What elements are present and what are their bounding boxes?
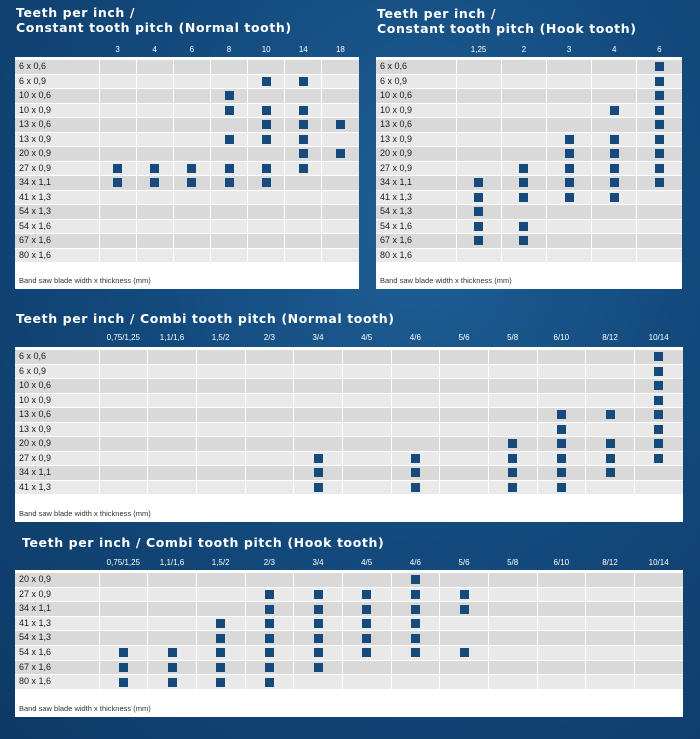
suitability-mark <box>411 648 420 657</box>
column-divider <box>537 347 538 495</box>
column-divider <box>147 570 148 690</box>
suitability-mark <box>216 619 225 628</box>
table-row <box>15 234 359 248</box>
suitability-mark <box>265 678 274 687</box>
column-divider <box>99 570 100 690</box>
suitability-mark <box>168 648 177 657</box>
suitability-mark <box>119 663 128 672</box>
suitability-mark <box>362 634 371 643</box>
table-row <box>15 89 359 103</box>
suitability-mark <box>655 106 664 115</box>
suitability-mark <box>150 164 159 173</box>
suitability-mark <box>336 120 345 129</box>
suitability-mark <box>508 468 517 477</box>
suitability-mark <box>610 149 619 158</box>
row-label: 20 x 0,9 <box>19 574 52 584</box>
column-header: 5/8 <box>507 558 519 567</box>
column-header: 6/10 <box>553 558 570 567</box>
table-title-line: Constant tooth pitch (Hook tooth) <box>377 21 637 36</box>
table-panel <box>376 57 682 289</box>
suitability-mark <box>168 678 177 687</box>
suitability-mark <box>508 439 517 448</box>
suitability-mark <box>314 590 323 599</box>
table-row <box>15 220 359 234</box>
row-label: 80 x 1,6 <box>19 249 52 260</box>
suitability-mark <box>474 178 483 187</box>
suitability-mark <box>654 396 663 405</box>
column-header: 6 <box>189 45 195 54</box>
column-divider <box>99 347 100 495</box>
column-header: 1,5/2 <box>211 333 230 342</box>
table-title <box>16 311 395 326</box>
row-label: 10 x 0,6 <box>19 380 52 390</box>
suitability-mark <box>216 663 225 672</box>
column-header: 3/4 <box>312 558 324 567</box>
suitability-mark <box>262 164 271 173</box>
column-divider <box>321 57 322 263</box>
column-divider <box>591 57 592 263</box>
row-label: 27 x 0,9 <box>19 162 52 173</box>
table-row <box>15 466 683 480</box>
column-header: 5/6 <box>458 333 470 342</box>
row-label: 6 x 0,6 <box>19 61 47 71</box>
column-divider <box>136 57 137 263</box>
column-header: 8/12 <box>602 333 618 342</box>
suitability-mark <box>265 634 274 643</box>
table-row <box>15 394 683 408</box>
row-label: 20 x 0,9 <box>19 438 52 448</box>
row-label: 13 x 0,9 <box>19 423 52 434</box>
column-divider <box>683 570 684 690</box>
row-label: 41 x 1,3 <box>19 191 52 202</box>
suitability-mark <box>314 619 323 628</box>
suitability-mark <box>411 483 420 492</box>
suitability-mark <box>411 605 420 614</box>
suitability-mark <box>460 648 469 657</box>
column-divider <box>634 570 635 690</box>
suitability-mark <box>299 135 308 144</box>
table-row <box>15 249 359 263</box>
suitability-mark <box>474 236 483 245</box>
table-panel <box>15 570 683 717</box>
column-header: 1,5/2 <box>211 558 230 567</box>
suitability-mark <box>519 222 528 231</box>
row-label: 80 x 1,6 <box>380 249 413 260</box>
suitability-mark <box>187 178 196 187</box>
table-title-line: Constant tooth pitch (Normal tooth) <box>16 20 292 35</box>
suitability-mark <box>474 222 483 231</box>
suitability-mark <box>225 91 234 100</box>
suitability-mark <box>265 605 274 614</box>
suitability-mark <box>519 236 528 245</box>
row-label: 20 x 0,9 <box>19 148 52 158</box>
column-header: 3 <box>566 45 572 54</box>
column-header: 4/5 <box>361 333 373 342</box>
column-divider <box>247 57 248 263</box>
suitability-mark <box>654 425 663 434</box>
table-row <box>15 661 683 675</box>
suitability-mark <box>508 483 517 492</box>
column-divider <box>196 347 197 495</box>
suitability-mark <box>474 193 483 202</box>
row-label: 67 x 1,6 <box>19 661 52 672</box>
column-header: 4/6 <box>409 333 421 342</box>
suitability-mark <box>225 135 234 144</box>
suitability-mark <box>654 454 663 463</box>
suitability-mark <box>119 648 128 657</box>
suitability-mark <box>262 106 271 115</box>
column-header: 3/4 <box>312 333 324 342</box>
table-footer-note: Band saw blade width x thickness (mm) <box>19 704 151 713</box>
table-row <box>15 205 359 219</box>
suitability-mark <box>508 454 517 463</box>
suitability-mark <box>362 605 371 614</box>
suitability-mark <box>655 91 664 100</box>
suitability-mark <box>557 483 566 492</box>
column-divider <box>293 570 294 690</box>
row-label: 34 x 1,1 <box>19 467 52 477</box>
suitability-mark <box>314 663 323 672</box>
table-footer-note: Band saw blade width x thickness (mm) <box>19 276 151 285</box>
suitability-mark <box>519 193 528 202</box>
suitability-mark <box>314 454 323 463</box>
table-row <box>15 573 683 587</box>
column-divider <box>682 57 683 263</box>
suitability-mark <box>655 178 664 187</box>
table-panel <box>15 57 359 289</box>
column-divider <box>391 347 392 495</box>
suitability-mark <box>655 164 664 173</box>
table-row <box>15 350 683 364</box>
suitability-mark <box>655 120 664 129</box>
column-header: 4 <box>611 45 617 54</box>
column-divider <box>501 57 502 263</box>
column-divider <box>359 57 360 263</box>
table-footer-note: Band saw blade width x thickness (mm) <box>380 276 512 285</box>
column-header: 2 <box>521 45 527 54</box>
column-divider <box>537 570 538 690</box>
suitability-mark <box>299 120 308 129</box>
column-header: 4/6 <box>409 558 421 567</box>
table-title-line: Teeth per inch / <box>16 5 135 20</box>
column-header: 10 <box>261 45 271 54</box>
suitability-mark <box>216 648 225 657</box>
suitability-mark <box>265 663 274 672</box>
suitability-mark <box>606 468 615 477</box>
suitability-mark <box>565 193 574 202</box>
suitability-mark <box>610 106 619 115</box>
row-label: 10 x 0,9 <box>19 394 52 405</box>
row-label: 80 x 1,6 <box>19 676 52 687</box>
row-label: 10 x 0,9 <box>380 104 413 115</box>
column-divider <box>391 570 392 690</box>
column-divider <box>245 347 246 495</box>
column-divider <box>293 347 294 495</box>
row-label: 6 x 0,9 <box>19 75 47 86</box>
suitability-mark <box>610 135 619 144</box>
suitability-mark <box>411 468 420 477</box>
suitability-mark <box>314 483 323 492</box>
column-header: 1,25 <box>470 45 487 54</box>
suitability-mark <box>557 468 566 477</box>
column-divider <box>634 347 635 495</box>
table-row <box>15 452 683 466</box>
row-label: 34 x 1,1 <box>19 603 52 614</box>
row-label: 54 x 1,6 <box>19 220 52 231</box>
row-label: 34 x 1,1 <box>380 177 413 187</box>
suitability-mark <box>655 77 664 86</box>
suitability-mark <box>610 164 619 173</box>
suitability-mark <box>225 178 234 187</box>
column-divider <box>636 57 637 263</box>
suitability-mark <box>655 62 664 71</box>
suitability-mark <box>265 619 274 628</box>
suitability-mark <box>565 135 574 144</box>
column-header: 0,75/1,25 <box>106 558 141 567</box>
column-header: 2/3 <box>263 333 275 342</box>
suitability-mark <box>362 590 371 599</box>
suitability-mark <box>119 678 128 687</box>
suitability-mark <box>265 590 274 599</box>
suitability-mark <box>262 178 271 187</box>
column-divider <box>342 570 343 690</box>
table-row <box>15 423 683 437</box>
table-row <box>15 437 683 451</box>
column-divider <box>173 57 174 263</box>
suitability-mark <box>299 77 308 86</box>
column-divider <box>99 57 100 263</box>
table-row <box>15 675 683 689</box>
suitability-mark <box>168 663 177 672</box>
row-label: 13 x 0,6 <box>19 409 52 419</box>
suitability-mark <box>565 149 574 158</box>
column-divider <box>284 57 285 263</box>
row-label: 54 x 1,6 <box>380 220 413 231</box>
suitability-mark <box>216 634 225 643</box>
suitability-mark <box>225 164 234 173</box>
suitability-mark <box>654 439 663 448</box>
table-row <box>15 408 683 422</box>
suitability-mark <box>654 367 663 376</box>
suitability-mark <box>150 178 159 187</box>
suitability-mark <box>610 193 619 202</box>
column-divider <box>147 347 148 495</box>
table-row <box>15 191 359 205</box>
column-header: 2/3 <box>263 558 275 567</box>
suitability-mark <box>654 381 663 390</box>
suitability-mark <box>314 605 323 614</box>
row-label: 13 x 0,6 <box>380 119 413 129</box>
column-header: 5/8 <box>507 333 519 342</box>
suitability-mark <box>113 164 122 173</box>
row-label: 67 x 1,6 <box>380 235 413 245</box>
suitability-mark <box>411 619 420 628</box>
column-divider <box>196 570 197 690</box>
column-divider <box>245 570 246 690</box>
column-header: 14 <box>298 45 308 54</box>
suitability-mark <box>411 575 420 584</box>
suitability-mark <box>606 454 615 463</box>
row-label: 27 x 0,9 <box>19 588 52 599</box>
row-label: 6 x 0,6 <box>380 61 408 71</box>
column-header: 10/14 <box>648 558 669 567</box>
row-label: 6 x 0,6 <box>19 351 47 361</box>
column-divider <box>585 347 586 495</box>
row-label: 13 x 0,6 <box>19 119 52 129</box>
suitability-mark <box>460 590 469 599</box>
table-row <box>15 617 683 631</box>
column-divider <box>488 347 489 495</box>
column-divider <box>439 570 440 690</box>
suitability-mark <box>411 590 420 599</box>
row-label: 13 x 0,9 <box>19 133 52 144</box>
table-title <box>22 535 384 550</box>
table-title-line: Teeth per inch / <box>377 6 496 21</box>
suitability-mark <box>519 164 528 173</box>
suitability-mark <box>655 149 664 158</box>
suitability-mark <box>262 120 271 129</box>
table-row <box>15 481 683 495</box>
column-header: 3 <box>115 45 120 54</box>
column-divider <box>585 570 586 690</box>
suitability-mark <box>299 149 308 158</box>
column-header: 1,1/1,6 <box>159 333 185 342</box>
table-title <box>377 6 637 36</box>
column-header: 0,75/1,25 <box>106 333 141 342</box>
table-row <box>15 60 359 74</box>
suitability-mark <box>314 468 323 477</box>
suitability-mark <box>336 149 345 158</box>
row-label: 10 x 0,6 <box>19 90 52 100</box>
suitability-mark <box>460 605 469 614</box>
column-header: 10/14 <box>648 333 669 342</box>
column-divider <box>683 347 684 495</box>
column-header: 1,1/1,6 <box>159 558 185 567</box>
row-label: 27 x 0,9 <box>19 452 52 463</box>
row-label: 41 x 1,3 <box>380 191 413 202</box>
table-panel <box>15 347 683 522</box>
suitability-mark <box>654 352 663 361</box>
table-title-line: Teeth per inch / Combi tooth pitch (Normal tooth) <box>16 311 395 326</box>
row-label: 54 x 1,3 <box>19 206 52 216</box>
suitability-mark <box>299 106 308 115</box>
suitability-mark <box>654 410 663 419</box>
column-header: 6 <box>657 45 662 54</box>
suitability-mark <box>262 135 271 144</box>
table-row <box>15 631 683 645</box>
column-header: 5/6 <box>458 558 470 567</box>
suitability-mark <box>474 207 483 216</box>
column-header: 8/12 <box>602 558 618 567</box>
suitability-mark <box>411 454 420 463</box>
column-divider <box>456 57 457 263</box>
suitability-mark <box>557 410 566 419</box>
column-header: 6/10 <box>553 333 570 342</box>
suitability-mark <box>187 164 196 173</box>
suitability-mark <box>299 164 308 173</box>
suitability-mark <box>557 454 566 463</box>
suitability-mark <box>265 648 274 657</box>
row-label: 41 x 1,3 <box>19 481 52 492</box>
row-label: 54 x 1,3 <box>19 632 52 643</box>
table-row <box>15 379 683 393</box>
column-header: 4/5 <box>361 558 373 567</box>
table-row <box>15 646 683 660</box>
table-title <box>16 5 292 35</box>
table-footer-note: Band saw blade width x thickness (mm) <box>19 509 151 518</box>
table-row <box>15 365 683 379</box>
row-label: 13 x 0,9 <box>380 133 413 144</box>
row-label: 54 x 1,6 <box>19 647 52 657</box>
suitability-mark <box>314 634 323 643</box>
table-title-line: Teeth per inch / Combi tooth pitch (Hook tooth) <box>22 535 385 550</box>
suitability-mark <box>314 648 323 657</box>
column-header: 18 <box>335 45 345 54</box>
suitability-mark <box>411 634 420 643</box>
suitability-mark <box>216 678 225 687</box>
column-header: 8 <box>226 45 232 54</box>
row-label: 67 x 1,6 <box>19 235 52 245</box>
suitability-mark <box>262 77 271 86</box>
column-header: 4 <box>152 45 157 54</box>
suitability-mark <box>225 106 234 115</box>
row-label: 20 x 0,9 <box>380 148 413 158</box>
row-label: 34 x 1,1 <box>19 177 52 187</box>
suitability-mark <box>557 439 566 448</box>
column-divider <box>210 57 211 263</box>
table-row <box>15 588 683 602</box>
suitability-mark <box>606 439 615 448</box>
suitability-mark <box>655 135 664 144</box>
column-divider <box>342 347 343 495</box>
column-divider <box>546 57 547 263</box>
suitability-mark <box>565 178 574 187</box>
suitability-mark <box>362 619 371 628</box>
row-label: 54 x 1,3 <box>380 206 413 216</box>
row-label: 10 x 0,6 <box>380 90 413 100</box>
row-label: 41 x 1,3 <box>19 617 52 628</box>
suitability-mark <box>610 178 619 187</box>
column-divider <box>488 570 489 690</box>
row-label: 10 x 0,9 <box>19 104 52 115</box>
suitability-mark <box>362 648 371 657</box>
row-label: 27 x 0,9 <box>380 162 413 173</box>
suitability-mark <box>519 178 528 187</box>
suitability-mark <box>606 410 615 419</box>
suitability-mark <box>113 178 122 187</box>
row-label: 6 x 0,9 <box>19 365 47 376</box>
column-divider <box>439 347 440 495</box>
suitability-mark <box>557 425 566 434</box>
row-label: 6 x 0,9 <box>380 75 408 86</box>
table-row <box>15 602 683 616</box>
suitability-mark <box>565 164 574 173</box>
